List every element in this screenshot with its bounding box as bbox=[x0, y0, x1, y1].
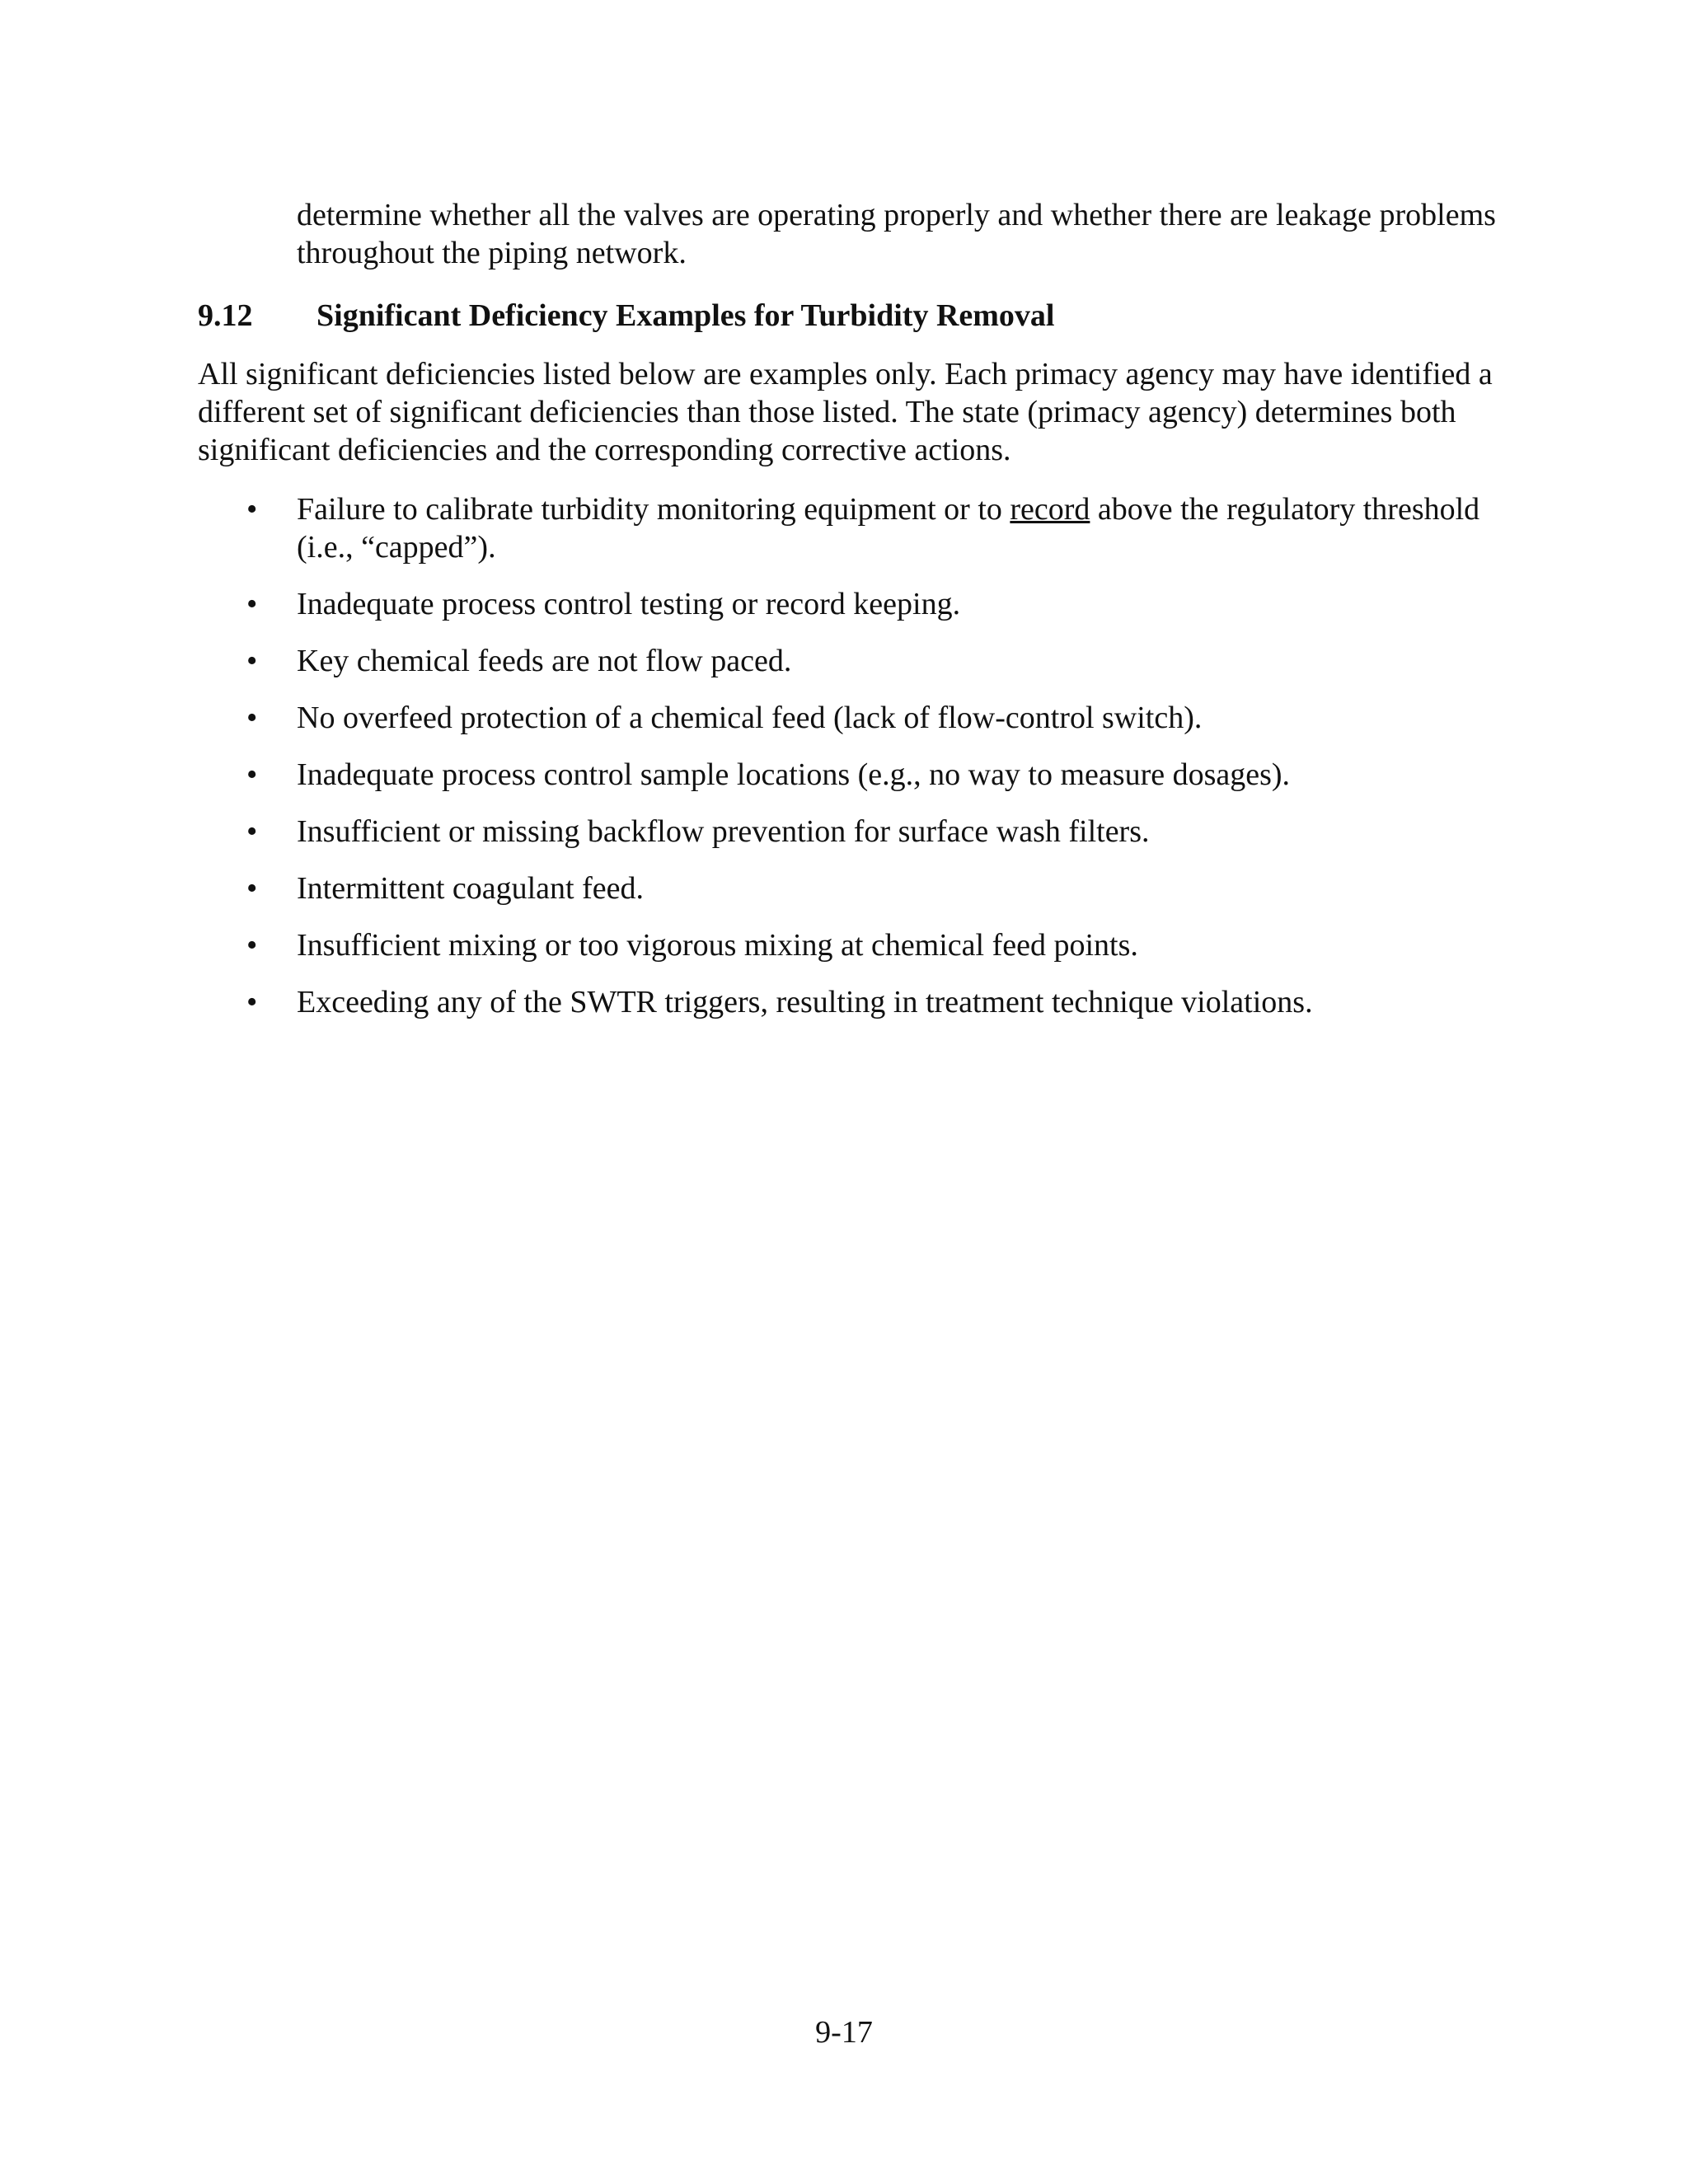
list-item-text: Intermittent coagulant feed. bbox=[297, 871, 644, 906]
list-item bbox=[198, 585, 1517, 623]
list-item-text-before: Failure to calibrate turbidity monitoring equipment or to bbox=[297, 492, 1010, 527]
bullet-icon: • bbox=[246, 757, 258, 792]
list-item bbox=[198, 813, 1517, 851]
list-item-text: Exceeding any of the SWTR triggers, resulting in treatment technique violations. bbox=[297, 985, 1313, 1019]
bullet-icon: • bbox=[246, 928, 258, 963]
bullet-icon: • bbox=[246, 644, 258, 678]
list-item bbox=[198, 869, 1517, 907]
list-item-text-after: above the regulatory threshold (i.e., “capped”). bbox=[297, 492, 1480, 565]
bullet-icon: • bbox=[246, 814, 258, 849]
list-item bbox=[198, 926, 1517, 964]
bullet-icon: • bbox=[246, 985, 258, 1019]
list-item bbox=[198, 490, 1517, 566]
list-item-text: Inadequate process control sample locations (e.g., no way to measure dosages). bbox=[297, 757, 1291, 792]
deficiency-list bbox=[198, 490, 1517, 1040]
bullet-icon: • bbox=[246, 871, 258, 906]
page-number: 9-17 bbox=[815, 2015, 873, 2050]
list-item-text: Insufficient mixing or too vigorous mixing at chemical feed points. bbox=[297, 928, 1138, 963]
list-item bbox=[198, 642, 1517, 680]
intro-paragraph: All significant deficiencies listed below are examples only. Each primacy agency may have identified a different set of significant deficiencies than those listed. The state (primacy agency) determines both significant deficiencies and the corresponding corrective actions. bbox=[198, 357, 1493, 467]
list-item-text: No overfeed protection of a chemical feed (lack of flow-control switch). bbox=[297, 701, 1203, 735]
section-title: Significant Deficiency Examples for Turbidity Removal bbox=[316, 298, 1055, 333]
section-heading bbox=[198, 297, 1517, 335]
list-item-text bbox=[297, 490, 1517, 566]
bullet-icon: • bbox=[246, 492, 258, 527]
list-item-text: Inadequate process control testing or record keeping. bbox=[297, 587, 961, 621]
list-item-text: Insufficient or missing backflow prevention for surface wash filters. bbox=[297, 814, 1150, 849]
bullet-icon: • bbox=[246, 701, 258, 735]
bullet-icon: • bbox=[246, 587, 258, 621]
list-item bbox=[198, 756, 1517, 794]
list-item bbox=[198, 983, 1517, 1021]
underlined-word: record bbox=[1010, 492, 1090, 527]
section-number: 9.12 bbox=[198, 298, 253, 333]
list-item bbox=[198, 699, 1517, 737]
list-item-text: Key chemical feeds are not flow paced. bbox=[297, 644, 792, 678]
continuation-paragraph: determine whether all the valves are operating properly and whether there are leakage problems throughout the piping network. bbox=[297, 198, 1496, 270]
